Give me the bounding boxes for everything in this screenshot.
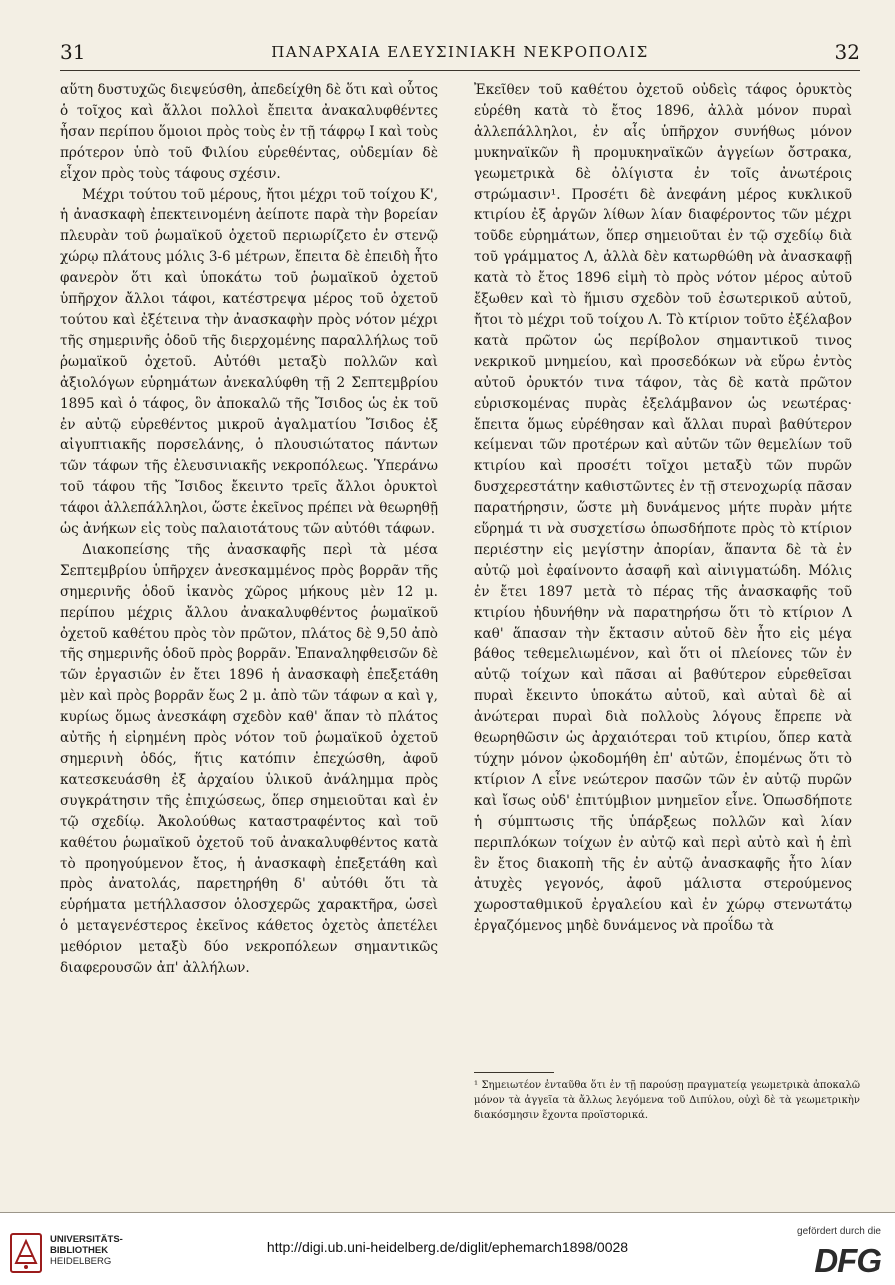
- library-name-line: UNIVERSITÄTS-: [50, 1234, 123, 1245]
- paragraph: Μέχρι τούτου τοῦ μέρους, ἤτοι μέχρι τοῦ τοίχου Κ', ἡ ἀνασκαφὴ ἐπεκτεινομένη ἀείποτε παρὰ τὴν βορείαν πλευρὰν τοῦ ῥωμαϊκοῦ ὀχετοῦ περιωρίζετο ἐν στενῷ χώρῳ πλάτους μόλις 3-6 μέτρων, ἔπειτα δὲ ἐπειδὴ ἦτο φανερὸν ὅτι καὶ ὑποκάτω τοῦ ῥωμαϊκοῦ ὀχετοῦ ὑπῆρχον ἄλλοι τάφοι, κατέστρεψα μέρος τοῦ ὀχετοῦ τούτου καὶ ἐξέτεινα τὴν ἀνασκαφὴν πρὸς νότον μέχρι τῆς σημερινῆς ὁδοῦ τῆς διερχομένης παραλλήλως τοῦ ῥωμαϊκοῦ ὀχετοῦ. Αὐτόθι μεταξὺ πολλῶν καὶ ἀξιολόγων εὑρημάτων ἀνεκαλύφθη τῇ 2 Σεπτεμβρίου 1895 καὶ ὁ τάφος, ὃν ἀποκαλῶ τῆς Ἴσιδος ὡς ἐκ τοῦ ἐν αὐτῷ εὑρεθέντος μικροῦ ἀγαλματίου Ἴσιδος ἐξ αἰγυπτιακῆς πορσελάνης, ὁ πλουσιώτατος πάντων τῶν τάφων τῆς ἐλευσινιακῆς νεκροπόλεως. Ὑπεράνω τοῦ τάφου τῆς Ἴσιδος ἔκειντο τρεῖς ἄλλοι ὀρυκτοὶ τάφοι ἀλλεπάλληλοι, ὥστε ἐκεῖνος πρέπει νὰ θεωρηθῇ ὡς ἀνήκων εἰς τοὺς παλαιοτάτους τῶν αὐτόθι τάφων.: [60, 186, 438, 538]
- paragraph: Διακοπείσης τῆς ἀνασκαφῆς περὶ τὰ μέσα Σεπτεμβρίου ὑπῆρχεν ἀνεσκαμμένος πρὸς βορρᾶν τῆς σημερινῆς ὁδοῦ ἱκανὸς χῶρος μήκους μὲν 12 μ. περίπου μέχρις ἄλλου ἀνακαλυφθέντος ῥωμαϊκοῦ ὀχετοῦ καθέτου πρὸς τὸν πρῶτον, πλάτος δὲ 9,50 ἀπὸ τῆς σημερινῆς ὁδοῦ πρὸς βορρᾶν. Ἐπαναληφθεισῶν δὲ τῶν ἐργασιῶν ἐν ἔτει 1896 ἡ ἀνασκαφὴ ἐπεξετάθη μὲν καὶ πρὸς βορρᾶν ἕως 2 μ. ἀπὸ τῶν τάφων α καὶ γ, κυρίως ὅμως ἀνεσκάφη σχεδὸν καθ' ἅπαν τὸ πλάτος αὐτῆς ἡ εἰρημένη πρὸς νότον τοῦ ῥωμαϊκοῦ ὀχετοῦ σημερινὴ ὁδός, ἥτις κατόπιν ἐπεχώσθη, ἀφοῦ κατεσκευάσθη ἐξ ἀρχαίου ὑλικοῦ ἀνάλημμα πρὸς συγκράτησιν τῆς ἐπιχώσεως, ὅπερ σημειοῦται καὶ ἐν τῷ σχεδίῳ. Ἀκολούθως καταστραφέντος καὶ τοῦ καθέτου ῥωμαϊκοῦ ὀχετοῦ τοῦ ἀνακαλυφθέντος κατὰ τὸ προηγούμενον ἔτος, ἡ ἀνασκαφὴ ἐπεξετάθη καὶ πρὸς ἀνατολάς, παρετηρήθη δ' αὐτόθι ὅτι τὰ εὑρήματα μετήλλασσον ὁλοσχερῶς χαρακτῆρα, ὡσεὶ ὁ μεταγενέστερος ἐκεῖνος κάθετος ὀχετὸς ἀπετέλει μεθόριον μεταξὺ δύο νεκροπόλεων σημαντικῶς διαφερουσῶν ἀπ' ἀλλήλων.: [60, 541, 438, 977]
- footnote-rule: [474, 1072, 554, 1073]
- left-column: [60, 80, 438, 979]
- paragraph: αὕτη δυστυχῶς διεψεύσθη, ἀπεδείχθη δὲ ὅτι καὶ οὗτος ὁ τοῖχος καὶ ἄλλοι πολλοὶ ἔπειτα ἀνακαλυφθέντες ἦσαν περίπου ὅμοιοι πρὸς τοὺς ἐν τῇ τάφρῳ Ι καὶ τοὺς πρότερον ὑπὸ τοῦ Φιλίου εὑρεθέντας, οὐδεμίαν δὲ εἶχον πρὸς τοὺς τάφους σχέσιν.: [60, 82, 438, 182]
- running-title: ΠΑΝΑΡΧΑΙΑ ΕΛΕΥΣΙΝΙΑΚΗ ΝΕΚΡΟΠΟΛΙΣ: [271, 43, 649, 61]
- funding-note: gefördert durch die: [797, 1226, 881, 1237]
- running-header: [60, 40, 860, 66]
- viewer-footer: [0, 1213, 895, 1285]
- header-rule: [60, 70, 860, 71]
- page-number-right: 32: [834, 40, 860, 64]
- right-column: [474, 80, 852, 937]
- paragraph: Ἐκεῖθεν τοῦ καθέτου ὀχετοῦ οὐδεὶς τάφος ὀρυκτὸς εὑρέθη κατὰ τὸ ἔτος 1896, ἀλλὰ μόνον πυραὶ ἀλλεπάλληλοι, ἐν αἷς ὑπῆρχον συνήθως μόνον μυκηναϊκῶν ἢ προμυκηναϊκῶν ἀγγείων ὄστρακα, γεωμετρικὰ δὲ ὀλίγιστα ἐν τοῖς ἀνωτέροις στρώμασιν¹. Προσέτι δὲ ἀνεφάνη μέρος κυκλικοῦ κτιρίου ἐξ ἀργῶν λίθων λίαν διαφέροντος τῶν μέχρι τοῦδε εὑρημάτων, ὅπερ σημειοῦται ἐν τῷ σχεδίῳ διὰ τοῦ γράμματος Λ, ἀλλὰ δὲν κατωρθώθη νὰ ἀνασκαφῇ κατὰ τὸ ἔτος 1896 εἰμὴ τὸ πρὸς νότον μέρος αὐτοῦ ἔξωθεν καὶ τὸ ἥμισυ σχεδὸν τοῦ ἐσωτερικοῦ αὐτοῦ, ἤτοι τὸ μέχρι τοῦ τοίχου Λ. Τὸ κτίριον τοῦτο ἐξέλαβον κατὰ πρῶτον ὡς περίβολον σημαντικοῦ τινος νεκρικοῦ μνημείου, καὶ προσεδόκων νὰ εὕρω ἐντὸς αὐτοῦ ὀρυκτόν τινα τάφον, τὰς δὲ κατὰ πρῶτον εὑρισκομένας πυρὰς ἐξελάμβανον ὡς νεωτέρας· ἔπειτα ὅμως εὑρέθησαν καὶ ἄλλαι πυραὶ βαθύτερον κείμεναι τῶν προτέρων καὶ αὐτῶν τῶν θεμελίων τοῦ κτιρίου καὶ προσέτι τοῖχοι μεταξὺ τῶν πυρῶν δυσχερεστάτην καθιστῶντες ἐν τῇ στενοχωρίᾳ πᾶσαν παρατήρησιν, ὥστε μὴ δυνάμενος μήτε πυρὰν μήτε εὕρημά τι νὰ συσχετίσω ὁπωσδήποτε πρὸς τὸ κτίριον περιέστην εἰς μεγίστην ἀπορίαν, ἅπαντα δὲ τὰ ἐν αὐτῷ μοὶ ἐφαίνοντο ἀσαφῆ καὶ αἰνιγματώδη. Μόλις ἐν ἔτει 1897 μετὰ τὸ πέρας τῆς ἀνασκαφῆς τοῦ κτιρίου ἠδυνήθην νὰ παρατηρήσω ὅτι τὸ κτίριον Λ καθ' ἅπασαν τὴν ἔκτασιν αὐτοῦ δὲν ἦτο εἰς μέγα βάθος τεθεμελιωμένον, καὶ ὅτι οἱ πλείονες τῶν ἐν αὐτῷ τοίχων καὶ πᾶσαι αἱ βαθύτερον εὑρεθεῖσαι πυραὶ ἔκειντο ὑποκάτω αὐτοῦ, καὶ αὐταὶ δὲ αἱ ἀνώτεραι πυραὶ διὰ πολλοὺς λόγους ἔπρεπε νὰ θεωρηθῶσιν ὡς ἀρχαιότεραι τοῦ κτιρίου, ὅπερ κατὰ τύχην μόνον ᾠκοδομήθη ἐπ' αὐτῶν, ἑπομένως ὅτι τὸ κτίριον Λ εἶνε νεώτερον πασῶν τῶν ἐν αὐτῷ πυρῶν καὶ ἴσως οὐδ' ἐπιτύμβιον μνημεῖον εἶνε. Ὁπωσδήποτε ἡ σύμπτωσις τῆς ὑπάρξεως πολλῶν καὶ λίαν περιπλόκων τοίχων ἐν αὐτῷ καὶ περὶ αὐτὸ καὶ ἡ ἐπὶ ἓν ἔτος διακοπὴ τῆς ἐν αὐτῷ ἀνασκαφῆς ἦτο λίαν ἀτυχὲς γεγονός, ἀφοῦ μάλιστα στερούμενος χωροσταθμικοῦ ἐργαλείου καὶ ἐν χώρῳ στενωτάτῳ ἐργαζόμενος μηδὲ δυνάμενος νὰ προΐδω τὰ: [474, 82, 852, 935]
- page-number-left: 31: [60, 40, 86, 64]
- library-name-line: BIBLIOTHEK: [50, 1245, 109, 1256]
- permalink-url[interactable]: http://digi.ub.uni-heidelberg.de/diglit/ephemarch1898/0028: [266, 1239, 629, 1255]
- library-name-line: HEIDELBERG: [50, 1256, 112, 1267]
- dfg-logo: DFG: [814, 1242, 881, 1279]
- footnote: ¹ Σημειωτέον ἐνταῦθα ὅτι ἐν τῇ παρούσῃ πραγματείᾳ γεωμετρικὰ ἀποκαλῶ μόνον τὰ ἀγγεῖα τὰ ἄλλως λεγόμενα τοῦ Διπύλου, οὐχὶ δὲ τὰ γεωμετρικὴν διακόσμησιν ἔχοντα προϊστορικά.: [474, 1080, 860, 1121]
